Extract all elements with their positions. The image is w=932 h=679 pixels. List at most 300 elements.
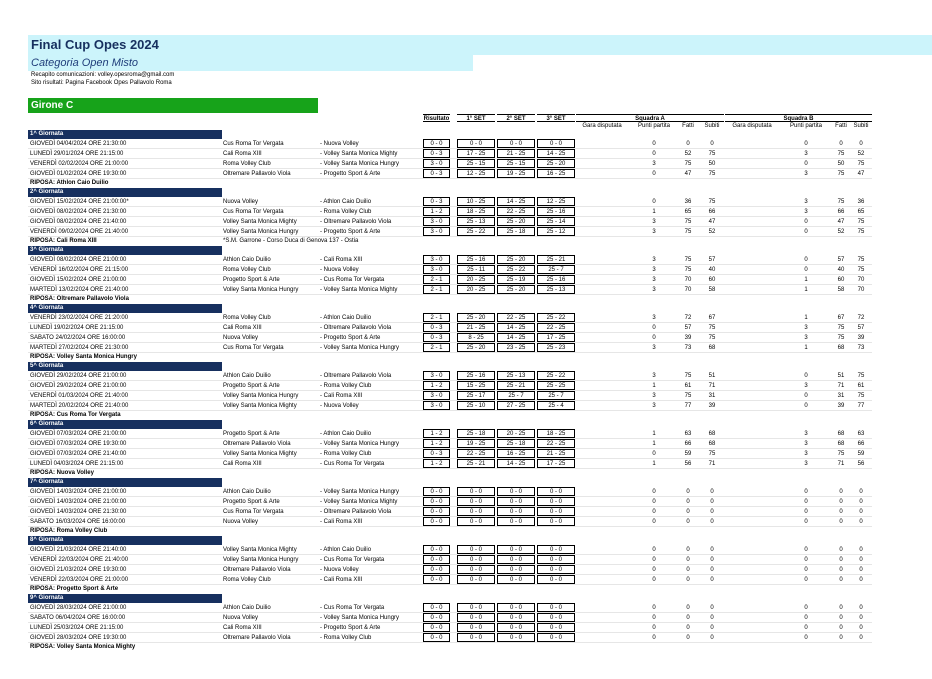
match-result: 0 - 0 bbox=[423, 603, 450, 612]
match-date: GIOVEDÌ 14/03/2024 ORE 21:00:00 bbox=[30, 499, 127, 505]
team-a-subiti: 51 bbox=[708, 373, 716, 379]
set2-score: 0 - 0 bbox=[497, 633, 535, 642]
away-team: - Athlon Caio Duilio bbox=[320, 547, 372, 553]
set2-score: 27 - 25 bbox=[497, 401, 535, 410]
match-result: 1 - 2 bbox=[423, 381, 450, 390]
team-a-fatti: 61 bbox=[684, 383, 692, 389]
team-a-punti: 0 bbox=[652, 547, 656, 553]
team-b-subiti: 36 bbox=[857, 199, 865, 205]
team-b-punti: 3 bbox=[804, 431, 808, 437]
away-team: - Volley Santa Monica Hungry bbox=[320, 161, 400, 167]
away-team: - Oltremare Pallavolo Viola bbox=[320, 509, 392, 515]
team-a-punti: 0 bbox=[652, 141, 656, 147]
team-b-subiti: 47 bbox=[857, 171, 865, 177]
resting-team: RIPOSA: Cali Roma XIII bbox=[30, 238, 97, 244]
team-b-subiti: 0 bbox=[859, 615, 863, 621]
team-a-fatti: 0 bbox=[686, 509, 690, 515]
team-a-punti: 1 bbox=[652, 431, 656, 437]
header-b-punti: Punti partita bbox=[789, 123, 823, 129]
team-b-subiti: 61 bbox=[857, 383, 865, 389]
team-b-punti: 0 bbox=[804, 557, 808, 563]
team-a-fatti: 75 bbox=[684, 267, 692, 273]
team-a-punti: 0 bbox=[652, 451, 656, 457]
team-b-fatti: 0 bbox=[839, 605, 843, 611]
team-b-punti: 0 bbox=[804, 499, 808, 505]
team-b-fatti: 0 bbox=[839, 635, 843, 641]
home-team: Volley Santa Monica Hungry bbox=[223, 287, 299, 293]
team-a-subiti: 0 bbox=[710, 635, 714, 641]
team-a-punti: 3 bbox=[652, 345, 656, 351]
away-team: - Progetto Sport & Arte bbox=[320, 229, 381, 235]
round-header bbox=[28, 420, 872, 429]
match-date: GIOVEDÌ 08/02/2024 ORE 21:40:00 bbox=[30, 219, 127, 225]
set2-score: 0 - 0 bbox=[497, 575, 535, 584]
team-a-punti: 3 bbox=[652, 393, 656, 399]
match-date: VENERDÌ 01/03/2024 ORE 21:40:00 bbox=[30, 393, 129, 399]
team-a-fatti: 65 bbox=[684, 209, 692, 215]
away-team: - Roma Volley Club bbox=[320, 451, 372, 457]
set1-score: 25 - 13 bbox=[457, 217, 495, 226]
team-a-punti: 0 bbox=[652, 499, 656, 505]
home-team: Volley Santa Monica Mighty bbox=[223, 403, 297, 409]
team-a-punti: 3 bbox=[652, 287, 656, 293]
match-result: 0 - 0 bbox=[423, 139, 450, 148]
set1-score: 0 - 0 bbox=[457, 487, 495, 496]
away-team: - Nuova Volley bbox=[320, 141, 359, 147]
team-b-punti: 0 bbox=[804, 509, 808, 515]
match-date: VENERDÌ 22/03/2024 ORE 21:00:00 bbox=[30, 577, 129, 583]
round-label: 2^ Giornata bbox=[28, 188, 222, 197]
team-a-fatti: 77 bbox=[684, 403, 692, 409]
team-a-punti: 1 bbox=[652, 209, 656, 215]
team-b-punti: 0 bbox=[804, 489, 808, 495]
set1-score: 0 - 0 bbox=[457, 517, 495, 526]
set3-score: 25 - 13 bbox=[537, 285, 575, 294]
header-b-fatti: Fatti bbox=[835, 123, 847, 129]
team-b-punti: 0 bbox=[804, 403, 808, 409]
team-a-fatti: 75 bbox=[684, 161, 692, 167]
team-b-subiti: 0 bbox=[859, 519, 863, 525]
match-result: 0 - 0 bbox=[423, 497, 450, 506]
team-b-fatti: 0 bbox=[839, 141, 843, 147]
team-b-fatti: 71 bbox=[837, 383, 845, 389]
set2-score: 25 - 21 bbox=[497, 381, 535, 390]
home-team: Progetto Sport & Arte bbox=[223, 499, 280, 505]
team-a-subiti: 71 bbox=[708, 383, 716, 389]
round-block bbox=[28, 420, 872, 478]
header-set1: 1° SET bbox=[457, 114, 495, 122]
team-b-subiti: 0 bbox=[859, 605, 863, 611]
away-team: - Nuova Volley bbox=[320, 567, 359, 573]
set2-score: 22 - 25 bbox=[497, 313, 535, 322]
away-team: - Cus Roma Tor Vergata bbox=[320, 277, 385, 283]
team-a-subiti: 52 bbox=[708, 229, 716, 235]
table-row bbox=[28, 169, 872, 179]
match-date: LUNEDÌ 04/03/2024 ORE 21:15:00 bbox=[30, 461, 124, 467]
set2-score: 21 - 25 bbox=[497, 149, 535, 158]
group-title: Girone C bbox=[28, 98, 318, 113]
away-team: - Oltremare Pallavolo Viola bbox=[320, 219, 392, 225]
round-label: 8^ Giornata bbox=[28, 536, 222, 545]
round-block bbox=[28, 594, 872, 652]
team-b-subiti: 57 bbox=[857, 325, 865, 331]
match-date: GIOVEDÌ 01/02/2024 ORE 19:30:00 bbox=[30, 171, 127, 177]
team-b-punti: 0 bbox=[804, 373, 808, 379]
header-squadra-a: Squadra A bbox=[576, 114, 724, 122]
team-b-fatti: 50 bbox=[837, 161, 845, 167]
table-row bbox=[28, 343, 872, 353]
away-team: - Cus Roma Tor Vergata bbox=[320, 461, 385, 467]
match-date: GIOVEDÌ 08/02/2024 ORE 21:00:00 bbox=[30, 257, 127, 263]
team-a-subiti: 71 bbox=[708, 461, 716, 467]
team-a-fatti: 70 bbox=[684, 287, 692, 293]
team-a-subiti: 0 bbox=[710, 509, 714, 515]
home-team: Nuova Volley bbox=[223, 199, 259, 205]
home-team: Athlon Caio Duilio bbox=[223, 257, 271, 263]
table-row bbox=[28, 429, 872, 439]
contact-info: Recapito comunicazioni: volley.opesroma@gmail.com bbox=[31, 72, 175, 78]
match-result: 3 - 0 bbox=[423, 159, 450, 168]
set2-score: 25 - 13 bbox=[497, 371, 535, 380]
set1-score: 25 - 11 bbox=[457, 265, 495, 274]
set1-score: 0 - 0 bbox=[457, 545, 495, 554]
team-b-fatti: 75 bbox=[837, 325, 845, 331]
round-block bbox=[28, 478, 872, 536]
team-a-punti: 0 bbox=[652, 199, 656, 205]
team-a-punti: 0 bbox=[652, 615, 656, 621]
table-row bbox=[28, 633, 872, 643]
team-b-fatti: 75 bbox=[837, 199, 845, 205]
team-b-subiti: 75 bbox=[857, 393, 865, 399]
set3-score: 0 - 0 bbox=[537, 517, 575, 526]
set2-score: 0 - 0 bbox=[497, 555, 535, 564]
set2-score: 0 - 0 bbox=[497, 507, 535, 516]
team-a-fatti: 0 bbox=[686, 547, 690, 553]
set1-score: 0 - 0 bbox=[457, 497, 495, 506]
team-a-subiti: 47 bbox=[708, 219, 716, 225]
table-row bbox=[28, 391, 872, 401]
team-b-subiti: 75 bbox=[857, 219, 865, 225]
away-team: - Progetto Sport & Arte bbox=[320, 625, 381, 631]
away-team: - Progetto Sport & Arte bbox=[320, 171, 381, 177]
team-a-fatti: 0 bbox=[686, 141, 690, 147]
team-b-fatti: 71 bbox=[837, 461, 845, 467]
team-a-subiti: 75 bbox=[708, 325, 716, 331]
team-a-fatti: 0 bbox=[686, 577, 690, 583]
set3-score: 25 - 16 bbox=[537, 207, 575, 216]
team-b-fatti: 66 bbox=[837, 209, 845, 215]
home-team: Oltremare Pallavolo Viola bbox=[223, 441, 291, 447]
team-a-fatti: 0 bbox=[686, 519, 690, 525]
team-a-fatti: 52 bbox=[684, 151, 692, 157]
match-result: 0 - 0 bbox=[423, 487, 450, 496]
set1-score: 25 - 17 bbox=[457, 391, 495, 400]
away-team: - Nuova Volley bbox=[320, 403, 359, 409]
team-a-fatti: 75 bbox=[684, 219, 692, 225]
set2-score: 14 - 25 bbox=[497, 197, 535, 206]
team-b-fatti: 68 bbox=[837, 345, 845, 351]
set1-score: 20 - 25 bbox=[457, 285, 495, 294]
team-a-punti: 3 bbox=[652, 403, 656, 409]
table-row bbox=[28, 197, 872, 207]
table-row bbox=[28, 227, 872, 237]
set2-score: 25 - 19 bbox=[497, 275, 535, 284]
match-result: 0 - 3 bbox=[423, 323, 450, 332]
round-label: 3^ Giornata bbox=[28, 246, 222, 255]
team-b-fatti: 39 bbox=[837, 403, 845, 409]
home-team: Volley Santa Monica Hungry bbox=[223, 393, 299, 399]
team-a-subiti: 0 bbox=[710, 547, 714, 553]
team-b-punti: 0 bbox=[804, 625, 808, 631]
match-result: 0 - 3 bbox=[423, 149, 450, 158]
set2-score: 0 - 0 bbox=[497, 139, 535, 148]
round-block bbox=[28, 246, 872, 304]
set3-score: 0 - 0 bbox=[537, 603, 575, 612]
team-a-fatti: 63 bbox=[684, 431, 692, 437]
match-date: GIOVEDÌ 04/04/2024 ORE 21:30:00 bbox=[30, 141, 127, 147]
resting-team-row bbox=[28, 237, 872, 246]
team-b-punti: 0 bbox=[804, 141, 808, 147]
set1-score: 0 - 0 bbox=[457, 613, 495, 622]
set2-score: 0 - 0 bbox=[497, 487, 535, 496]
team-a-punti: 0 bbox=[652, 519, 656, 525]
team-a-subiti: 75 bbox=[708, 199, 716, 205]
resting-team-row bbox=[28, 179, 872, 188]
team-a-subiti: 67 bbox=[708, 315, 716, 321]
table-row bbox=[28, 623, 872, 633]
set2-score: 25 - 20 bbox=[497, 255, 535, 264]
match-result: 3 - 0 bbox=[423, 255, 450, 264]
set1-score: 0 - 0 bbox=[457, 633, 495, 642]
match-result: 2 - 1 bbox=[423, 285, 450, 294]
table-row bbox=[28, 285, 872, 295]
team-a-subiti: 60 bbox=[708, 277, 716, 283]
team-a-fatti: 0 bbox=[686, 557, 690, 563]
team-b-punti: 3 bbox=[804, 209, 808, 215]
resting-team-row bbox=[28, 527, 872, 536]
match-date: MARTEDÌ 20/02/2024 ORE 21:40:00 bbox=[30, 403, 129, 409]
team-a-subiti: 75 bbox=[708, 171, 716, 177]
set1-score: 15 - 25 bbox=[457, 381, 495, 390]
match-date: SABATO 06/04/2024 ORE 16:00:00 bbox=[30, 615, 126, 621]
home-team: Cus Roma Tor Vergata bbox=[223, 209, 284, 215]
table-row bbox=[28, 603, 872, 613]
away-team: - Progetto Sport & Arte bbox=[320, 335, 381, 341]
match-date: LUNEDÌ 19/02/2024 ORE 21:15:00 bbox=[30, 325, 124, 331]
results-info: Sito risultati: Pagina Facebook Opes Pallavolo Roma bbox=[31, 80, 172, 86]
team-a-punti: 1 bbox=[652, 461, 656, 467]
team-b-punti: 0 bbox=[804, 547, 808, 553]
set2-score: 20 - 25 bbox=[497, 429, 535, 438]
home-team: Athlon Caio Duilio bbox=[223, 605, 271, 611]
set3-score: 25 - 12 bbox=[537, 227, 575, 236]
set1-score: 0 - 0 bbox=[457, 507, 495, 516]
match-result: 1 - 2 bbox=[423, 439, 450, 448]
set2-score: 16 - 25 bbox=[497, 449, 535, 458]
resting-team: RIPOSA: Roma Volley Club bbox=[30, 528, 108, 534]
away-team: - Volley Santa Monica Mighty bbox=[320, 287, 398, 293]
header-b-subiti: Subiti bbox=[853, 123, 869, 129]
match-date: VENERDÌ 09/02/2024 ORE 21:40:00 bbox=[30, 229, 129, 235]
team-a-punti: 0 bbox=[652, 605, 656, 611]
home-team: Volley Santa Monica Mighty bbox=[223, 451, 297, 457]
team-b-subiti: 0 bbox=[859, 547, 863, 553]
team-a-fatti: 66 bbox=[684, 441, 692, 447]
team-a-punti: 3 bbox=[652, 229, 656, 235]
match-date: GIOVEDÌ 14/03/2024 ORE 21:00:00 bbox=[30, 489, 127, 495]
venue-note: *S.M. Garrone - Corso Duca di Genova 137 - Ostia bbox=[223, 238, 359, 244]
team-b-punti: 1 bbox=[804, 315, 808, 321]
team-a-fatti: 75 bbox=[684, 393, 692, 399]
set3-score: 0 - 0 bbox=[537, 613, 575, 622]
table-row bbox=[28, 323, 872, 333]
round-label: 6^ Giornata bbox=[28, 420, 222, 429]
home-team: Nuova Volley bbox=[223, 615, 259, 621]
team-a-subiti: 68 bbox=[708, 345, 716, 351]
set3-score: 0 - 0 bbox=[537, 139, 575, 148]
match-date: GIOVEDÌ 15/02/2024 ORE 21:00:00* bbox=[30, 199, 129, 205]
team-b-subiti: 63 bbox=[857, 431, 865, 437]
team-b-subiti: 65 bbox=[857, 209, 865, 215]
match-date: GIOVEDÌ 07/03/2024 ORE 21:00:00 bbox=[30, 431, 127, 437]
table-row bbox=[28, 217, 872, 227]
home-team: Oltremare Pallavolo Viola bbox=[223, 635, 291, 641]
home-team: Cus Roma Tor Vergata bbox=[223, 141, 284, 147]
team-b-subiti: 70 bbox=[857, 287, 865, 293]
team-b-punti: 3 bbox=[804, 325, 808, 331]
resting-team: RIPOSA: Cus Roma Tor Vergata bbox=[30, 412, 121, 418]
away-team: - Volley Santa Monica Hungry bbox=[320, 489, 400, 495]
home-team: Progetto Sport & Arte bbox=[223, 383, 280, 389]
match-result: 3 - 0 bbox=[423, 227, 450, 236]
set1-score: 0 - 0 bbox=[457, 565, 495, 574]
set3-score: 0 - 0 bbox=[537, 487, 575, 496]
set2-score: 0 - 0 bbox=[497, 497, 535, 506]
set3-score: 25 - 25 bbox=[537, 381, 575, 390]
page-subtitle: Categoria Open Misto bbox=[28, 55, 473, 71]
resting-team: RIPOSA: Progetto Sport & Arte bbox=[30, 586, 119, 592]
table-row bbox=[28, 149, 872, 159]
team-b-subiti: 73 bbox=[857, 345, 865, 351]
table-row bbox=[28, 371, 872, 381]
match-date: GIOVEDÌ 08/02/2024 ORE 21:30:00 bbox=[30, 209, 127, 215]
set3-score: 25 - 7 bbox=[537, 391, 575, 400]
away-team: - Volley Santa Monica Hungry bbox=[320, 441, 400, 447]
match-date: GIOVEDÌ 07/03/2024 ORE 19:30:00 bbox=[30, 441, 127, 447]
team-a-punti: 0 bbox=[652, 335, 656, 341]
set1-score: 0 - 0 bbox=[457, 603, 495, 612]
match-result: 0 - 0 bbox=[423, 575, 450, 584]
resting-team: RIPOSA: Volley Santa Monica Hungry bbox=[30, 354, 137, 360]
team-b-punti: 0 bbox=[804, 267, 808, 273]
home-team: Volley Santa Monica Mighty bbox=[223, 219, 297, 225]
away-team: - Cali Roma XIII bbox=[320, 257, 363, 263]
team-b-subiti: 0 bbox=[859, 499, 863, 505]
away-team: - Volley Santa Monica Hungry bbox=[320, 345, 400, 351]
match-result: 0 - 3 bbox=[423, 449, 450, 458]
table-row bbox=[28, 401, 872, 411]
set1-score: 25 - 10 bbox=[457, 401, 495, 410]
set3-score: 17 - 25 bbox=[537, 333, 575, 342]
team-a-fatti: 75 bbox=[684, 373, 692, 379]
team-b-punti: 0 bbox=[804, 519, 808, 525]
away-team: - Oltremare Pallavolo Viola bbox=[320, 373, 392, 379]
set2-score: 25 - 20 bbox=[497, 217, 535, 226]
home-team: Cali Roma XIII bbox=[223, 625, 262, 631]
set1-score: 18 - 25 bbox=[457, 207, 495, 216]
team-b-punti: 3 bbox=[804, 335, 808, 341]
team-a-fatti: 0 bbox=[686, 615, 690, 621]
team-b-fatti: 0 bbox=[839, 567, 843, 573]
match-date: VENERDÌ 22/03/2024 ORE 21:40:00 bbox=[30, 557, 129, 563]
team-b-fatti: 0 bbox=[839, 547, 843, 553]
team-b-fatti: 75 bbox=[837, 451, 845, 457]
set1-score: 20 - 25 bbox=[457, 275, 495, 284]
away-team: - Volley Santa Monica Mighty bbox=[320, 151, 398, 157]
table-row bbox=[28, 545, 872, 555]
set1-score: 12 - 25 bbox=[457, 169, 495, 178]
team-a-subiti: 68 bbox=[708, 441, 716, 447]
match-result: 2 - 1 bbox=[423, 343, 450, 352]
away-team: - Athlon Caio Duilio bbox=[320, 431, 372, 437]
round-header bbox=[28, 478, 872, 487]
table-row bbox=[28, 265, 872, 275]
team-a-subiti: 0 bbox=[710, 489, 714, 495]
team-a-fatti: 39 bbox=[684, 335, 692, 341]
resting-team: RIPOSA: Nuova Volley bbox=[30, 470, 94, 476]
match-date: MARTEDÌ 27/02/2024 ORE 21:30:00 bbox=[30, 345, 129, 351]
team-a-punti: 0 bbox=[652, 489, 656, 495]
set3-score: 0 - 0 bbox=[537, 555, 575, 564]
set3-score: 0 - 0 bbox=[537, 507, 575, 516]
match-result: 0 - 3 bbox=[423, 169, 450, 178]
table-row bbox=[28, 333, 872, 343]
match-result: 0 - 0 bbox=[423, 517, 450, 526]
match-date: VENERDÌ 23/02/2024 ORE 21:20:00 bbox=[30, 315, 129, 321]
match-date: GIOVEDÌ 14/03/2024 ORE 21:30:00 bbox=[30, 509, 127, 515]
home-team: Volley Santa Monica Hungry bbox=[223, 229, 299, 235]
match-result: 0 - 0 bbox=[423, 555, 450, 564]
away-team: - Cali Roma XIII bbox=[320, 519, 363, 525]
set1-score: 25 - 22 bbox=[457, 227, 495, 236]
round-block bbox=[28, 188, 872, 246]
away-team: - Athlon Caio Duilio bbox=[320, 199, 372, 205]
set3-score: 0 - 0 bbox=[537, 623, 575, 632]
team-a-punti: 0 bbox=[652, 151, 656, 157]
set3-score: 12 - 25 bbox=[537, 197, 575, 206]
home-team: Volley Santa Monica Hungry bbox=[223, 557, 299, 563]
team-b-subiti: 0 bbox=[859, 625, 863, 631]
team-b-punti: 3 bbox=[804, 383, 808, 389]
set2-score: 0 - 0 bbox=[497, 545, 535, 554]
match-result: 3 - 0 bbox=[423, 265, 450, 274]
team-a-punti: 3 bbox=[652, 315, 656, 321]
team-b-fatti: 68 bbox=[837, 431, 845, 437]
set1-score: 0 - 0 bbox=[457, 555, 495, 564]
team-b-fatti: 47 bbox=[837, 219, 845, 225]
team-a-subiti: 0 bbox=[710, 605, 714, 611]
team-b-punti: 3 bbox=[804, 171, 808, 177]
team-a-fatti: 0 bbox=[686, 499, 690, 505]
team-b-fatti: 57 bbox=[837, 257, 845, 263]
set2-score: 0 - 0 bbox=[497, 603, 535, 612]
team-a-fatti: 36 bbox=[684, 199, 692, 205]
set3-score: 22 - 25 bbox=[537, 439, 575, 448]
set1-score: 25 - 18 bbox=[457, 429, 495, 438]
team-a-punti: 0 bbox=[652, 567, 656, 573]
table-row bbox=[28, 255, 872, 265]
team-a-fatti: 0 bbox=[686, 567, 690, 573]
